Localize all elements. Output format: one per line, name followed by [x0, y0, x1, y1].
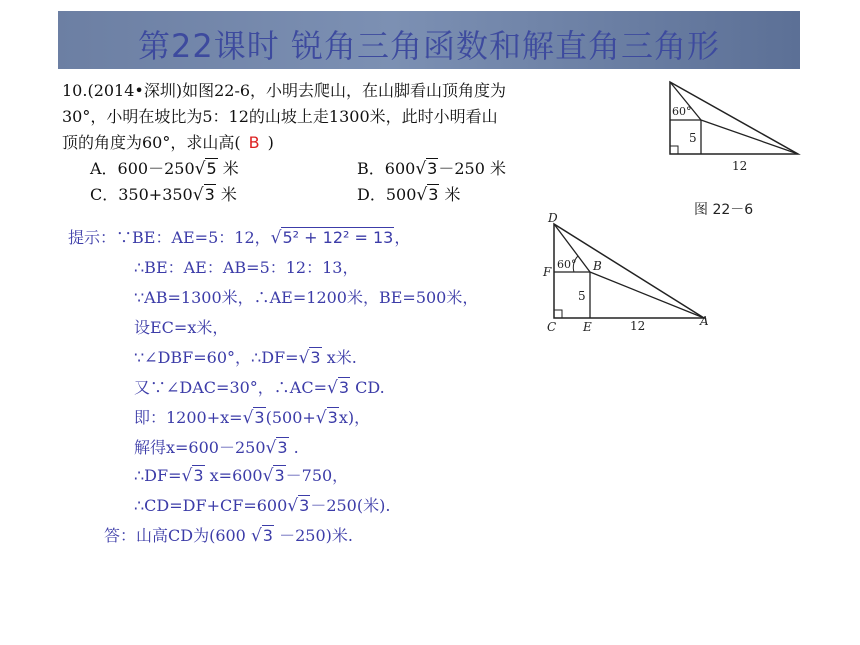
hint-6-radicand: 3 [338, 378, 350, 397]
hint-line-6 [134, 378, 385, 398]
hint-line-1 [68, 228, 410, 248]
hint-7-radicand: 3 [254, 408, 265, 427]
sqrt-symbol: √3 [242, 408, 265, 428]
hint-line-11 [104, 526, 353, 546]
hint-9-tail: －750， [285, 466, 349, 485]
hint-1-expression: 5² + 12² = 13 [282, 228, 394, 247]
option-c-unit: 米 [220, 185, 237, 204]
label-B: B [593, 259, 602, 273]
sqrt-symbol: √3 [315, 408, 338, 428]
hint-10-text: ∴CD=DF+CF=600 [134, 496, 288, 515]
sqrt-symbol: √5 [194, 159, 217, 179]
hint-7-tail: x)， [338, 408, 371, 427]
label-F: F [543, 265, 552, 279]
option-d-label: D．500 [357, 185, 417, 204]
sqrt-symbol: √3 [287, 496, 310, 516]
question-line-2: 30°，小明在坡比为5：12的山坡上走1300米，此时小明看山 [62, 107, 498, 126]
sqrt-symbol: √3 [265, 438, 288, 458]
hint-line-10 [134, 496, 390, 516]
hint-6-text: 又∵∠DAC=30°，∴AC= [134, 378, 328, 397]
fig1-side-12: 12 [732, 159, 748, 173]
hint-9-radicand: 3 [193, 466, 204, 485]
hint-9-mid: x=600 [209, 466, 263, 485]
hint-9-radicand-2: 3 [274, 466, 285, 485]
hint-7-text: 即：1200+x= [134, 408, 243, 427]
option-a-radicand: 5 [206, 159, 217, 178]
hint-9-text: ∴DF= [134, 466, 182, 485]
option-c-radicand: 3 [204, 185, 215, 204]
sqrt-symbol: √3 [416, 185, 439, 205]
hint-line-7 [134, 408, 370, 428]
hint-8-text: 解得x=600－250 [134, 438, 266, 457]
title-banner [58, 11, 800, 69]
right-angle-mark [670, 146, 678, 154]
sqrt-symbol: √3 [415, 159, 438, 179]
label-A: A [700, 314, 709, 328]
sqrt-symbol: √3 [192, 185, 215, 205]
label-D: D [548, 211, 558, 225]
hint-11-text: 答：山高CD为(600 [104, 526, 246, 545]
option-a [90, 159, 239, 179]
answer-mark: B [248, 133, 260, 152]
fig2-side-5: 5 [578, 289, 586, 303]
option-b-label: B．600 [357, 159, 416, 178]
hint-7-mid: (500+ [265, 408, 316, 427]
figure-caption: 图 22－6 [694, 202, 754, 218]
hint-11-tail: －250)米. [279, 526, 353, 545]
hint-10-tail: －250(米). [310, 496, 391, 515]
hint-line-4: 设EC=x米， [134, 318, 229, 337]
option-a-unit: 米 [222, 159, 239, 178]
option-d-unit: 米 [444, 185, 461, 204]
hint-8-radicand: 3 [277, 438, 288, 457]
sqrt-symbol: √3 [327, 378, 350, 398]
option-a-label: A．600－250 [90, 159, 195, 178]
option-d [357, 185, 461, 205]
hint-11-radicand: 3 [262, 526, 273, 545]
option-d-radicand: 3 [428, 185, 439, 204]
hint-line-3: ∵AB=1300米，∴AE=1200米，BE=500米， [134, 288, 479, 307]
sqrt-symbol: √3 [262, 466, 285, 486]
option-b [357, 159, 506, 179]
sqrt-symbol: √3 [250, 526, 273, 546]
fig1-side-5: 5 [689, 131, 697, 145]
question-line-1: 10.(2014•深圳)如图22-6，小明去爬山，在山脚看山顶角度为 [62, 81, 507, 100]
option-c [90, 185, 237, 205]
label-E: E [583, 320, 592, 334]
hint-5-tail: x米. [326, 348, 357, 367]
right-angle-mark [554, 310, 562, 318]
hint-line-5 [134, 348, 357, 368]
hint-8-tail: . [293, 438, 299, 457]
hint-5-text: ∵∠DBF=60°，∴DF= [134, 348, 299, 367]
label-C: C [547, 320, 557, 334]
line-BA [590, 272, 704, 318]
hint-line-2: ∴BE：AE：AB=5：12：13， [134, 258, 359, 277]
hint-1-tail: ， [394, 228, 411, 247]
slope-line [701, 120, 798, 154]
figure-22-6 [660, 78, 810, 173]
question-line-3-close: ) [267, 133, 274, 152]
fig2-angle-label: 60° [557, 258, 577, 271]
hint-6-tail: CD. [355, 378, 385, 397]
question-line-3 [62, 133, 274, 153]
option-b-radicand: 3 [427, 159, 438, 178]
hint-1-text: 提示：∵BE：AE=5：12， [68, 228, 271, 247]
figure-labelled [538, 210, 718, 335]
triangle-DCA [554, 224, 704, 318]
hint-7-radicand-2: 3 [327, 408, 338, 427]
hint-10-radicand: 3 [299, 496, 310, 515]
fig2-side-12: 12 [630, 319, 646, 333]
fig1-angle-label: 60° [672, 105, 692, 118]
hint-5-radicand: 3 [310, 348, 321, 367]
hint-line-9 [134, 466, 348, 486]
sqrt-symbol: √3 [298, 348, 321, 368]
option-c-label: C．350+350 [90, 185, 193, 204]
option-b-tail: －250 米 [438, 159, 506, 178]
hint-line-8 [134, 438, 299, 458]
sqrt-symbol: √3 [181, 466, 204, 486]
question-line-3-text: 顶的角度为60°，求山高( [62, 133, 241, 152]
sqrt-symbol: √5² + 12² = 13 [270, 228, 394, 248]
page-title: 第22课时 锐角三角函数和解直角三角形 [138, 27, 720, 65]
